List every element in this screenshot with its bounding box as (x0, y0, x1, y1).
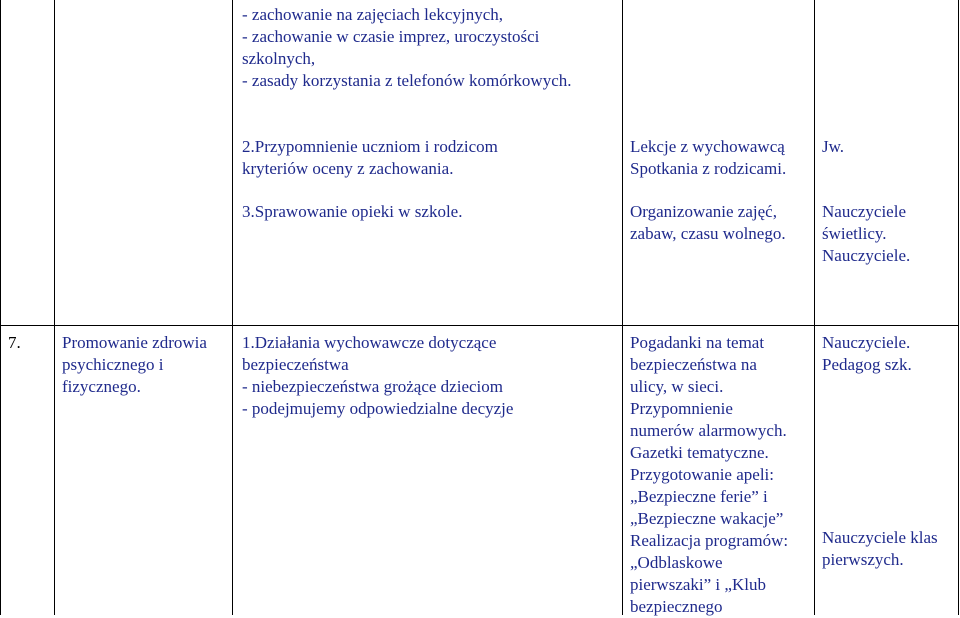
table-border-col2 (232, 0, 233, 615)
table-border-col3 (622, 0, 623, 615)
item-2-forms: Lekcje z wychowawcą Spotkania z rodzicami. (630, 137, 787, 178)
table-border-col1 (54, 0, 55, 615)
item-2-responsible: Jw. (822, 137, 845, 156)
behavior-topics-list: - zachowanie na zajęciach lekcyjnych, - zachowanie w czasie imprez, uroczystości szkolnych, - zasady korzystania z telefonów komórkowych. (242, 5, 572, 90)
item-3-forms: Organizowanie zajęć, zabaw, czasu wolnego. (630, 202, 786, 243)
table-border-col4 (814, 0, 815, 615)
item-3-task: 3.Sprawowanie opieki w szkole. (242, 202, 463, 221)
row-7-forms: Pogadanki na temat bezpieczeństwa na ulicy, w sieci. Przypomnienie numerów alarmowych. Gazetki tematyczne. Przygotowanie apeli: „Bezpieczne ferie” i „Bezpieczne wakacje” Realizacja programów: „Odblaskowe pierwszaki” i „Klub bezpiecznego (630, 333, 789, 616)
item-3-responsible: Nauczyciele świetlicy. Nauczyciele. (822, 202, 911, 265)
row-7-responsible-a: Nauczyciele. Pedagog szk. (822, 333, 912, 374)
row-number: 7. (8, 333, 21, 352)
table-border-left (0, 0, 1, 615)
row-divider (0, 325, 959, 326)
row-7-tasks: 1.Działania wychowawcze dotyczące bezpieczeństwa - niebezpieczeństwa grożące dzieciom - podejmujemy odpowiedzialne decyzje (242, 333, 514, 418)
row-7-responsible-b: Nauczyciele klas pierwszych. (822, 528, 938, 569)
table-border-right (958, 0, 959, 615)
item-2-task: 2.Przypomnienie uczniom i rodzicom kryteriów oceny z zachowania. (242, 137, 498, 178)
row-7-title: Promowanie zdrowia psychicznego i fizycznego. (62, 333, 207, 396)
